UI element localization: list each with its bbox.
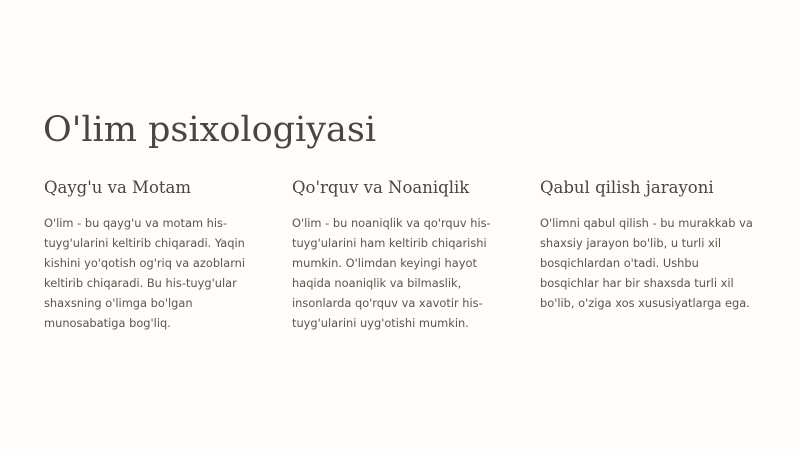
column-heading: Qo'rquv va Noaniqlik — [292, 178, 470, 197]
column-body: O'lim - bu qayg'u va motam his-tuyg'ularini keltirib chiqaradi. Yaqin kishini yo'qotish og'riq va azoblarni keltirib chiqaradi. Bu his-tuyg'ular shaxsning o'limga bo'lgan munosabatiga bog'liq. — [44, 216, 246, 330]
column-fear — [292, 177, 512, 330]
column-acceptance — [540, 177, 760, 310]
column-body: O'lim - bu noaniqlik va qo'rquv his-tuyg'ularini ham keltirib chiqarishi mumkin. O'limdan keyingi hayot haqida noaniqlik va bilmaslik, insonlarda qo'rquv va xavotir his-tuyg'ularini uyg'otishi mumkin. — [292, 216, 491, 330]
column-grief — [44, 177, 264, 330]
slide-title: O'lim psixologiyasi — [43, 110, 377, 150]
column-body: O'limni qabul qilish - bu murakkab va shaxsiy jarayon bo'lib, u turli xil bosqichlardan o'tadi. Ushbu bosqichlar har bir shaxsda turli xil bo'lib, o'ziga xos xususiyatlarga ega. — [540, 216, 753, 310]
column-heading: Qabul qilish jarayoni — [540, 178, 714, 197]
column-heading: Qayg'u va Motam — [44, 178, 192, 197]
